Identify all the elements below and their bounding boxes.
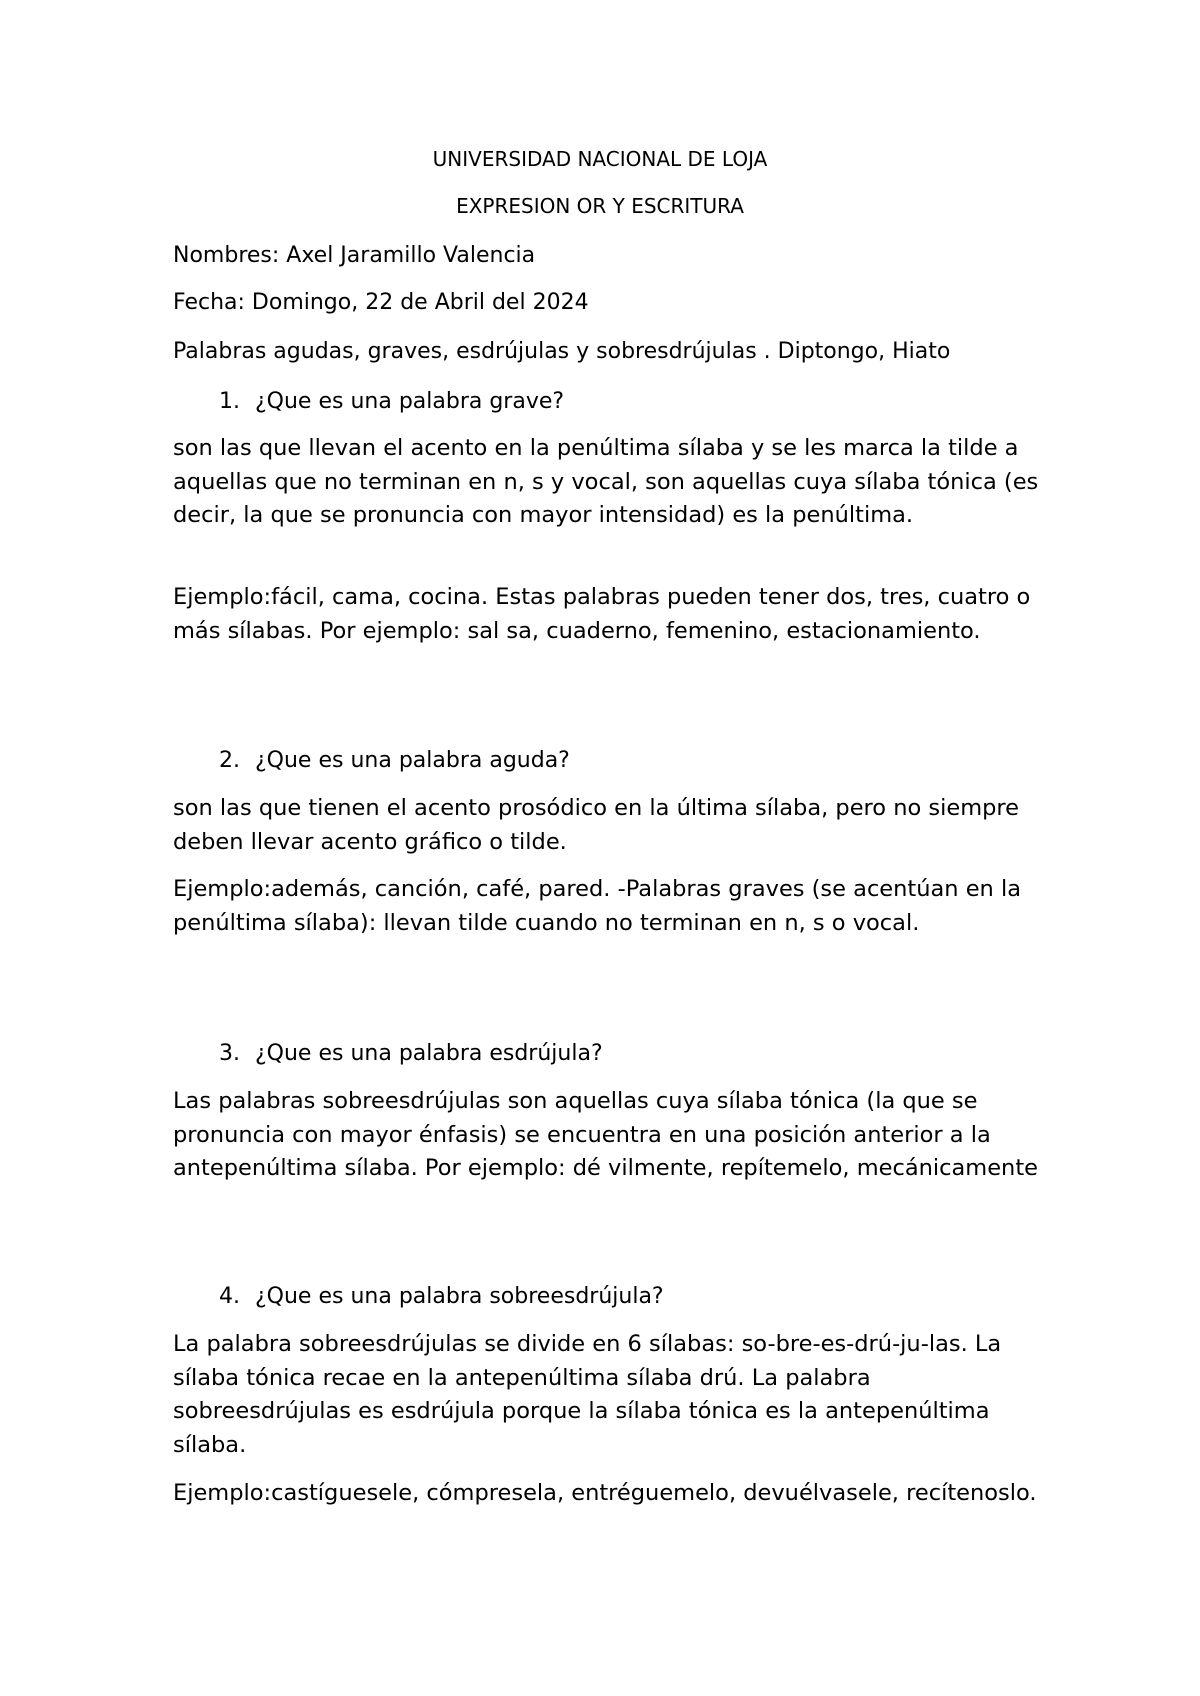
- answer-4: La palabra sobreesdrújulas se divide en 6 sílabas: so-bre-es-drú-ju-las. La sílaba tónica recae en la antepenúltima sílaba drú. La palabra sobreesdrújulas es esdrújula porque la sílaba tónica es la antepenúltima sílaba.: [173, 1331, 1002, 1458]
- document-date: Fecha: Domingo, 22 de Abril del 2024: [173, 290, 589, 315]
- question-text: ¿Que es una palabra grave?: [255, 389, 565, 414]
- university-heading: UNIVERSIDAD NACIONAL DE LOJA: [432, 147, 768, 171]
- question-number: 3.: [219, 1041, 240, 1066]
- student-names: Nombres: Axel Jaramillo Valencia: [173, 243, 536, 268]
- example-1: Ejemplo:fácil, cama, cocina. Estas palabras pueden tener dos, tres, cuatro o más sílabas. Por ejemplo: sal sa, cuaderno, femenino, estacionamiento.: [173, 584, 1031, 644]
- question-number: 1.: [219, 389, 240, 414]
- answer-3: Las palabras sobreesdrújulas son aquellas cuya sílaba tónica (la que se pronuncia con mayor énfasis) se encuentra en una posición anterior a la antepenúltima sílaba. Por ejemplo: dé vilmente, repítemelo, mecánicamente: [173, 1088, 1038, 1181]
- question-3: [219, 1039, 603, 1069]
- document-topic: Palabras agudas, graves, esdrújulas y sobresdrújulas . Diptongo, Hiato: [173, 339, 951, 364]
- question-4: [219, 1282, 664, 1312]
- question-number: 4.: [219, 1284, 240, 1309]
- example-4: Ejemplo:castíguesele, cómpresela, entréguemelo, devuélvasele, recítenoslo.: [173, 1480, 1037, 1506]
- question-1: [219, 387, 564, 417]
- answer-1: son las que llevan el acento en la penúltima sílaba y se les marca la tilde a aquellas que no terminan en n, s y vocal, son aquellas cuya sílaba tónica (es decir, la que se pronuncia con mayor intensidad) es la penúltima.: [173, 435, 1039, 528]
- question-text: ¿Que es una palabra aguda?: [255, 748, 570, 773]
- question-number: 2.: [219, 748, 240, 773]
- question-2: [219, 746, 570, 776]
- answer-2: son las que tienen el acento prosódico en la última sílaba, pero no siempre deben llevar acento gráfico o tilde.: [173, 795, 1020, 855]
- question-text: ¿Que es una palabra esdrújula?: [255, 1041, 603, 1066]
- example-2: Ejemplo:además, canción, café, pared. -Palabras graves (se acentúan en la penúltima sílaba): llevan tilde cuando no terminan en n, s o vocal.: [173, 876, 1021, 936]
- question-text: ¿Que es una palabra sobreesdrújula?: [255, 1284, 664, 1309]
- course-heading: EXPRESION OR Y ESCRITURA: [456, 194, 744, 218]
